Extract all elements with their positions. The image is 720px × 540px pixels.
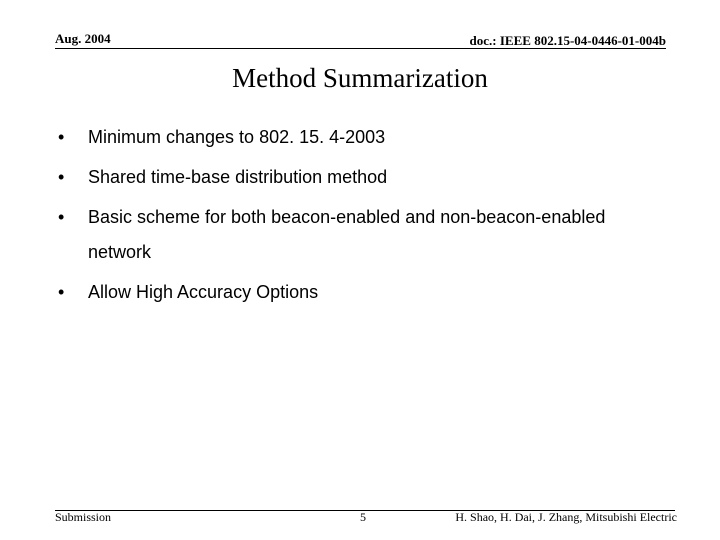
bullet-text: Basic scheme for both beacon-enabled and non-beacon-enabled network [88, 207, 606, 262]
bullet-item-1 [58, 120, 658, 155]
header-divider [55, 48, 666, 49]
bullet-text: Minimum changes to 802. 15. 4-2003 [88, 127, 386, 147]
header-date: Aug. 2004 [55, 31, 111, 46]
slide-title: Method Summarization [232, 63, 488, 93]
header-doc-id: doc.: IEEE 802.15-04-0446-01-004b [469, 33, 666, 48]
bullet-dot-icon: • [58, 167, 65, 187]
bullet-list [58, 120, 658, 315]
bullet-text: Shared time-base distribution method [88, 167, 388, 187]
bullet-text: Allow High Accuracy Options [88, 282, 319, 302]
bullet-dot-icon: • [58, 282, 65, 302]
bullet-item-3 [58, 200, 658, 270]
bullet-item-4 [58, 275, 658, 310]
footer-page-number: 5 [360, 510, 366, 524]
footer-submission: Submission [55, 510, 112, 524]
bullet-item-2 [58, 160, 658, 195]
bullet-dot-icon: • [58, 207, 65, 227]
bullet-dot-icon: • [58, 127, 65, 147]
footer-authors: H. Shao, H. Dai, J. Zhang, Mitsubishi Electric [455, 510, 677, 524]
